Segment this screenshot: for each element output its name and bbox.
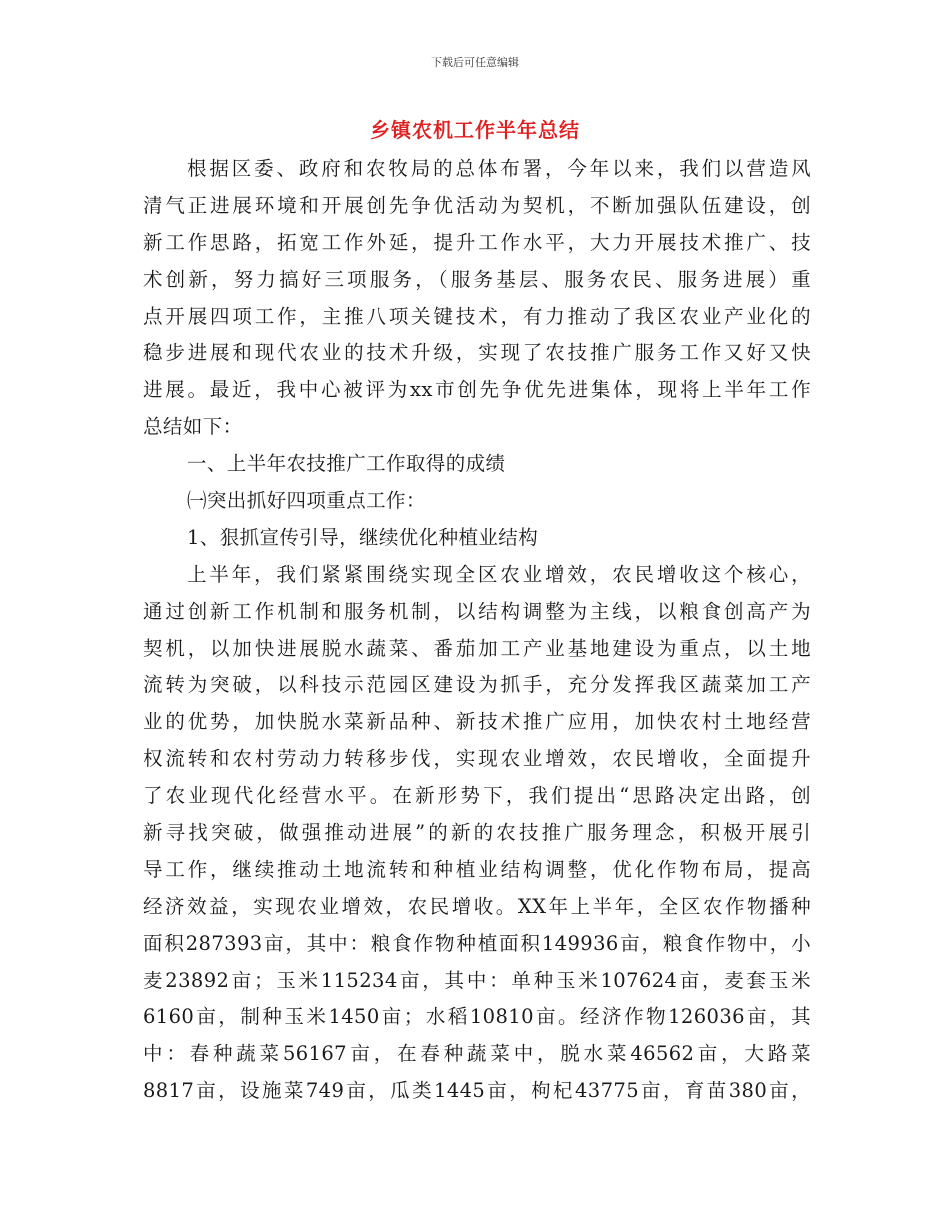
text-line: 导工作，继续推动土地流转和种植业结构调整，优化作物布局，提高 (143, 857, 811, 881)
text-line: 根据区委、政府和农牧局的总体布署，今年以来，我们以营造风 (187, 157, 811, 180)
text-line: 通过创新工作机制和服务机制，以结构调整为主线，以粮食创高产为 (143, 599, 811, 623)
text-line: 经济效益，实现农业增效，农民增收。XX年上半年，全区农作物播种 (143, 894, 811, 918)
text-line: 流转为突破，以科技示范园区建设为抓手，充分发挥我区蔬菜加工产 (143, 673, 811, 697)
text-line: 业的优势，加快脱水菜新品种、新技术推广应用，加快农村土地经营 (143, 710, 811, 734)
text-line: 新寻找突破，做强推动进展”的新的农技推广服务理念，积极开展引 (143, 821, 811, 845)
text-line: 了农业现代化经营水平。在新形势下，我们提出“思路决定出路，创 (143, 784, 811, 808)
subsection-heading: ㈠突出抓好四项重点工作： (187, 489, 426, 513)
text-line: 6160亩，制种玉米1450亩；水稻10810亩。经济作物126036亩，其 (143, 1005, 811, 1029)
text-line: 契机，以加快进展脱水蔬菜、番茄加工产业基地建设为重点，以土地 (143, 636, 811, 660)
text-line: 上半年，我们紧紧围绕实现全区农业增效，农民增收这个核心， (187, 562, 811, 586)
text-line: 稳步进展和现代农业的技术升级，实现了农技推广服务工作又好又快 (143, 341, 811, 365)
document-title: 乡镇农机工作半年总结 (370, 118, 580, 142)
text-line: 清气正进展环境和开展创先争优活动为契机，不断加强队伍建设，创 (143, 193, 811, 217)
text-line: 中：春种蔬菜56167亩，在春种蔬菜中，脱水菜46562亩，大路菜 (143, 1042, 811, 1066)
text-line: 术创新，努力搞好三项服务，（服务基层、服务农民、服务进展）重 (143, 267, 811, 291)
text-line: 权流转和农村劳动力转移步伐，实现农业增效，农民增收，全面提升 (143, 747, 811, 771)
text-line: 麦23892亩；玉米115234亩，其中：单种玉米107624亩，麦套玉米 (143, 968, 811, 992)
text-line: 总结如下： (143, 415, 243, 439)
section-heading: 一、上半年农技推广工作取得的成绩 (187, 452, 506, 476)
text-line: 新工作思路，拓宽工作外延，提升工作水平，大力开展技术推广、技 (143, 230, 811, 254)
text-line: 进展。最近，我中心被评为xx市创先争优先进集体，现将上半年工作 (143, 378, 811, 402)
document-body (143, 151, 811, 1110)
text-line: 点开展四项工作，主推八项关键技术，有力推动了我区农业产业化的 (143, 304, 811, 328)
item-heading: 1、狠抓宣传引导，继续优化种植业结构 (187, 525, 539, 549)
text-line: 面积287393亩，其中：粮食作物种植面积149936亩，粮食作物中，小 (143, 931, 811, 955)
header-note: 下载后可任意编辑 (431, 56, 519, 69)
text-line: 8817亩，设施菜749亩，瓜类1445亩，枸杞43775亩，育苗380亩， (143, 1079, 811, 1103)
